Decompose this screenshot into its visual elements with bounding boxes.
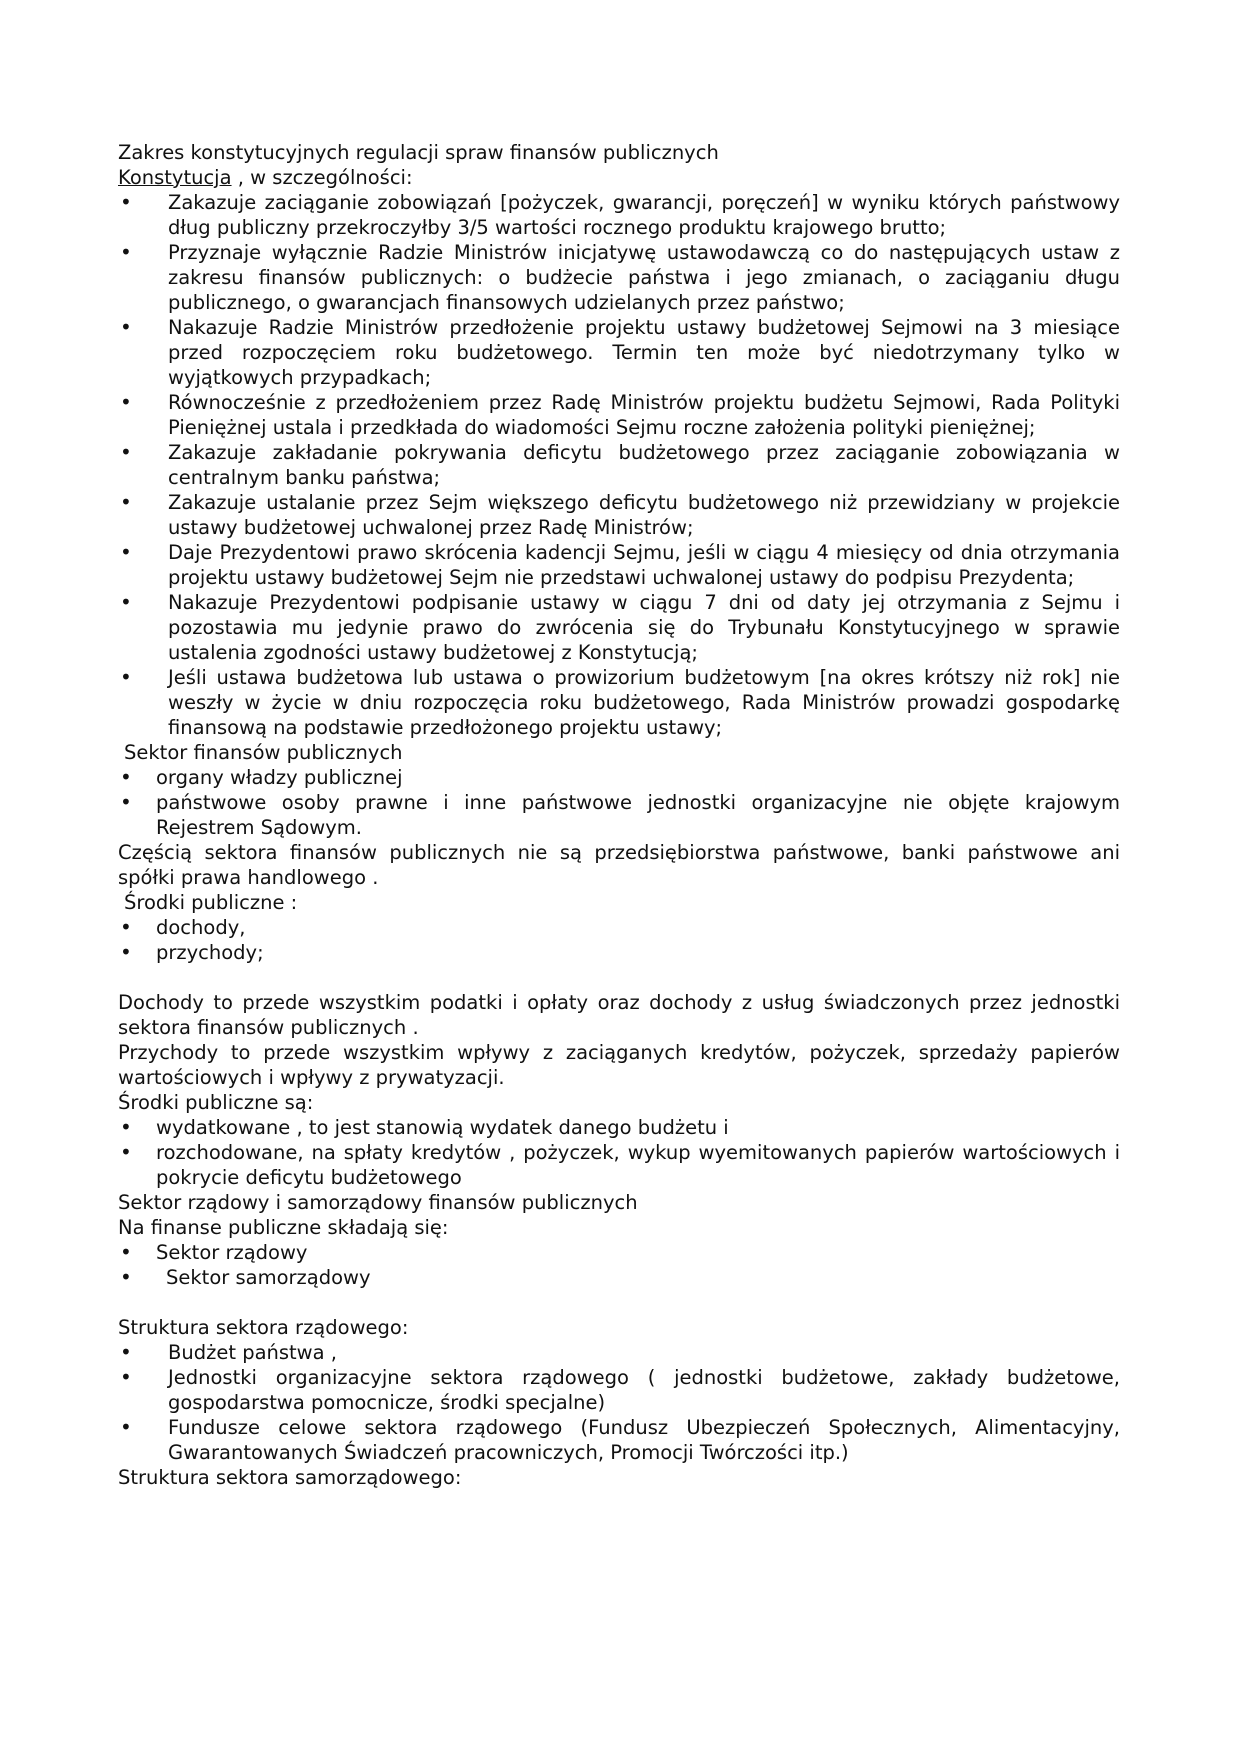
- list-item: • organy władzy publicznej: [118, 765, 1120, 790]
- revenue-paragraph: Przychody to przede wszystkim wpływy z zaciąganych kredytów, pożyczek, sprzedaży papierów wartościowych i wpływy z prywatyzacji.: [118, 1041, 1120, 1089]
- public-funds-heading: Środki publiczne :: [124, 891, 298, 914]
- local-structure-heading: Struktura sektora samorządowego:: [118, 1466, 462, 1489]
- list-item: • Zakazuje zakładanie pokrywania deficytu budżetowego przez zaciąganie zobowiązania w centralnym banku państwa;: [118, 440, 1120, 490]
- public-funds-are-heading: Środki publiczne są:: [118, 1091, 314, 1114]
- composition-list: [118, 1240, 1120, 1290]
- list-item: • rozchodowane, na spłaty kredytów , pożyczek, wykup wyemitowanych papierów wartościowych i pokrycie deficytu budżetowego: [118, 1140, 1120, 1190]
- document-page: [118, 140, 1120, 1490]
- list-item: • Budżet państwa ,: [118, 1340, 1120, 1365]
- spacer: [118, 965, 1120, 990]
- sector-list: [118, 765, 1120, 840]
- document-title: Zakres konstytucyjnych regulacji spraw finansów publicznych: [118, 141, 719, 164]
- list-item: • Sektor samorządowy: [118, 1265, 1120, 1290]
- list-item: • Jednostki organizacyjne sektora rządowego ( jednostki budżetowe, zakłady budżetowe, gospodarstwa pomocnicze, środki specjalne): [118, 1365, 1120, 1415]
- gov-local-heading: Sektor rządowy i samorządowy finansów publicznych: [118, 1191, 638, 1214]
- gov-structure-list: [118, 1340, 1120, 1465]
- list-item: • Fundusze celowe sektora rządowego (Fundusz Ubezpieczeń Społecznych, Alimentacyjny, Gwarantowanych Świadczeń pracowniczych, Promocji Twórczości itp.): [118, 1415, 1120, 1465]
- intro-line: [118, 165, 1120, 190]
- list-item: • Równocześnie z przedłożeniem przez Radę Ministrów projektu budżetu Sejmowi, Rada Polityki Pieniężnej ustala i przedkłada do wiadomości Sejmu roczne założenia polityki pieniężnej;: [118, 390, 1120, 440]
- sector-heading: Sektor finansów publicznych: [124, 741, 403, 764]
- list-item: • Daje Prezydentowi prawo skrócenia kadencji Sejmu, jeśli w ciągu 4 miesięcy od dnia otrzymania projektu ustawy budżetowej Sejm nie przedstawi uchwalonej ustawy do podpisu Prezydenta;: [118, 540, 1120, 590]
- constitution-list: [118, 190, 1120, 740]
- list-item: • Nakazuje Radzie Ministrów przedłożenie projektu ustawy budżetowej Sejmowi na 3 miesiące przed rozpoczęciem roku budżetowego. Termin ten może być niedotrzymany tylko w wyjątkowych przypadkach;: [118, 315, 1120, 390]
- list-item: • wydatkowane , to jest stanowią wydatek danego budżetu i: [118, 1115, 1120, 1140]
- composition-heading: Na finanse publiczne składają się:: [118, 1216, 449, 1239]
- gov-structure-heading: Struktura sektora rządowego:: [118, 1316, 409, 1339]
- income-paragraph: Dochody to przede wszystkim podatki i opłaty oraz dochody z usług świadczonych przez jednostki sektora finansów publicznych .: [118, 991, 1120, 1039]
- list-item: • Jeśli ustawa budżetowa lub ustawa o prowizorium budżetowym [na okres krótszy niż rok] nie weszły w życie w dniu rozpoczęcia roku budżetowego, Rada Ministrów prowadzi gospodarkę finansową na podstawie przedłożonego projektu ustawy;: [118, 665, 1120, 740]
- constitution-link[interactable]: Konstytucja: [118, 166, 232, 189]
- list-item: • Sektor rządowy: [118, 1240, 1120, 1265]
- list-item: • Nakazuje Prezydentowi podpisanie ustawy w ciągu 7 dni od daty jej otrzymania z Sejmu i pozostawia mu jedynie prawo do zwrócenia się do Trybunału Konstytucyjnego w sprawie ustalenia zgodności ustawy budżetowej z Konstytucją;: [118, 590, 1120, 665]
- list-item: • dochody,: [118, 915, 1120, 940]
- intro-rest: , w szczególności:: [231, 166, 413, 189]
- public-funds-are-list: [118, 1115, 1120, 1190]
- spacer: [118, 1290, 1120, 1315]
- list-item: • Przyznaje wyłącznie Radzie Ministrów inicjatywę ustawodawczą co do następujących ustaw z zakresu finansów publicznych: o budżecie państwa i jego zmianach, o zaciąganiu długu publicznego, o gwarancjach finansowych udzielanych przez państwo;: [118, 240, 1120, 315]
- list-item: • Zakazuje ustalanie przez Sejm większego deficytu budżetowego niż przewidziany w projekcie ustawy budżetowej uchwalonej przez Radę Ministrów;: [118, 490, 1120, 540]
- public-funds-list: [118, 915, 1120, 965]
- sector-note: Częścią sektora finansów publicznych nie są przedsiębiorstwa państwowe, banki państwowe ani spółki prawa handlowego .: [118, 841, 1120, 889]
- list-item: • Zakazuje zaciąganie zobowiązań [pożyczek, gwarancji, poręczeń] w wyniku których państwowy dług publiczny przekroczyłby 3/5 wartości rocznego produktu krajowego brutto;: [118, 190, 1120, 240]
- list-item: • przychody;: [118, 940, 1120, 965]
- list-item: • państwowe osoby prawne i inne państwowe jednostki organizacyjne nie objęte krajowym Rejestrem Sądowym.: [118, 790, 1120, 840]
